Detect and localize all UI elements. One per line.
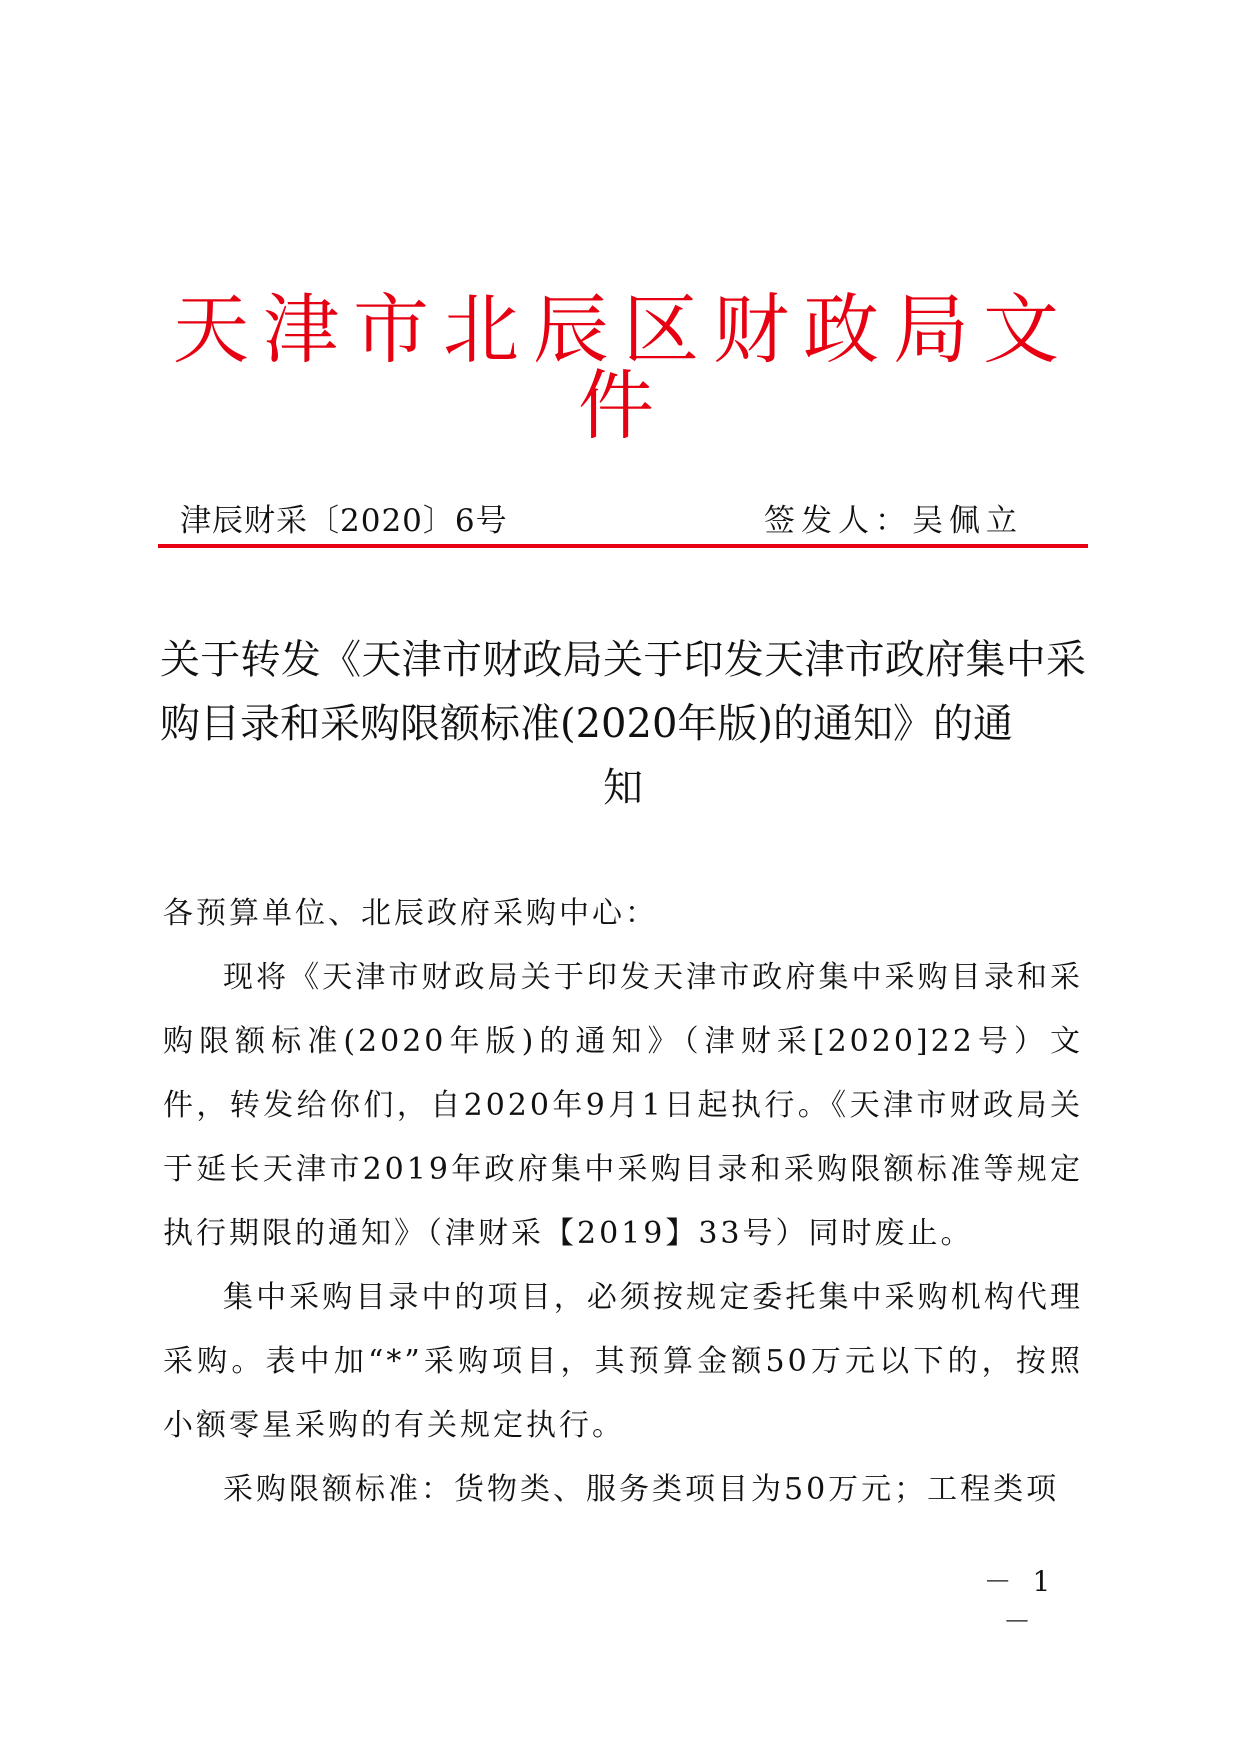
- document-title: [160, 628, 1086, 820]
- document-masthead: 天津市北辰区财政局文件: [173, 285, 1073, 450]
- red-divider-line: [158, 544, 1088, 548]
- body-paragraph-3: 采购限额标准：货物类、服务类项目为50万元；工程类项: [223, 1472, 1060, 1507]
- issuer-signature: 签发人：吴佩立: [764, 503, 1023, 539]
- body-paragraph-2: 集中采购目录中的项目，必须按规定委托集中采购机构代理采购。表中加“*”采购项目，其预算金额50万元以下的，按照小额零星采购的有关规定执行。: [163, 1280, 1083, 1443]
- body-paragraph-1: 现将《天津市财政局关于印发天津市政府集中采购目录和采购限额标准(2020年版)的通知》（津财采[2020]22号）文件，转发给你们，自2020年9月1日起执行。《天津市财政局关于延长天津市2019年政府集中采购目录和采购限额标准等规定执行期限的通知》（津财采【2019】33号）同时废止。: [163, 960, 1083, 1251]
- document-number: 津辰财采〔2020〕6号: [180, 503, 508, 539]
- title-last-line: 知: [603, 765, 643, 811]
- document-body: [163, 882, 1083, 1522]
- salutation: 各预算单位、北辰政府采购中心：: [163, 896, 658, 931]
- page-number: － 1 －: [983, 1565, 1057, 1638]
- title-main: 关于转发《天津市财政局关于印发天津市政府集中采购目录和采购限额标准(2020年版)的通知》的通: [160, 637, 1086, 747]
